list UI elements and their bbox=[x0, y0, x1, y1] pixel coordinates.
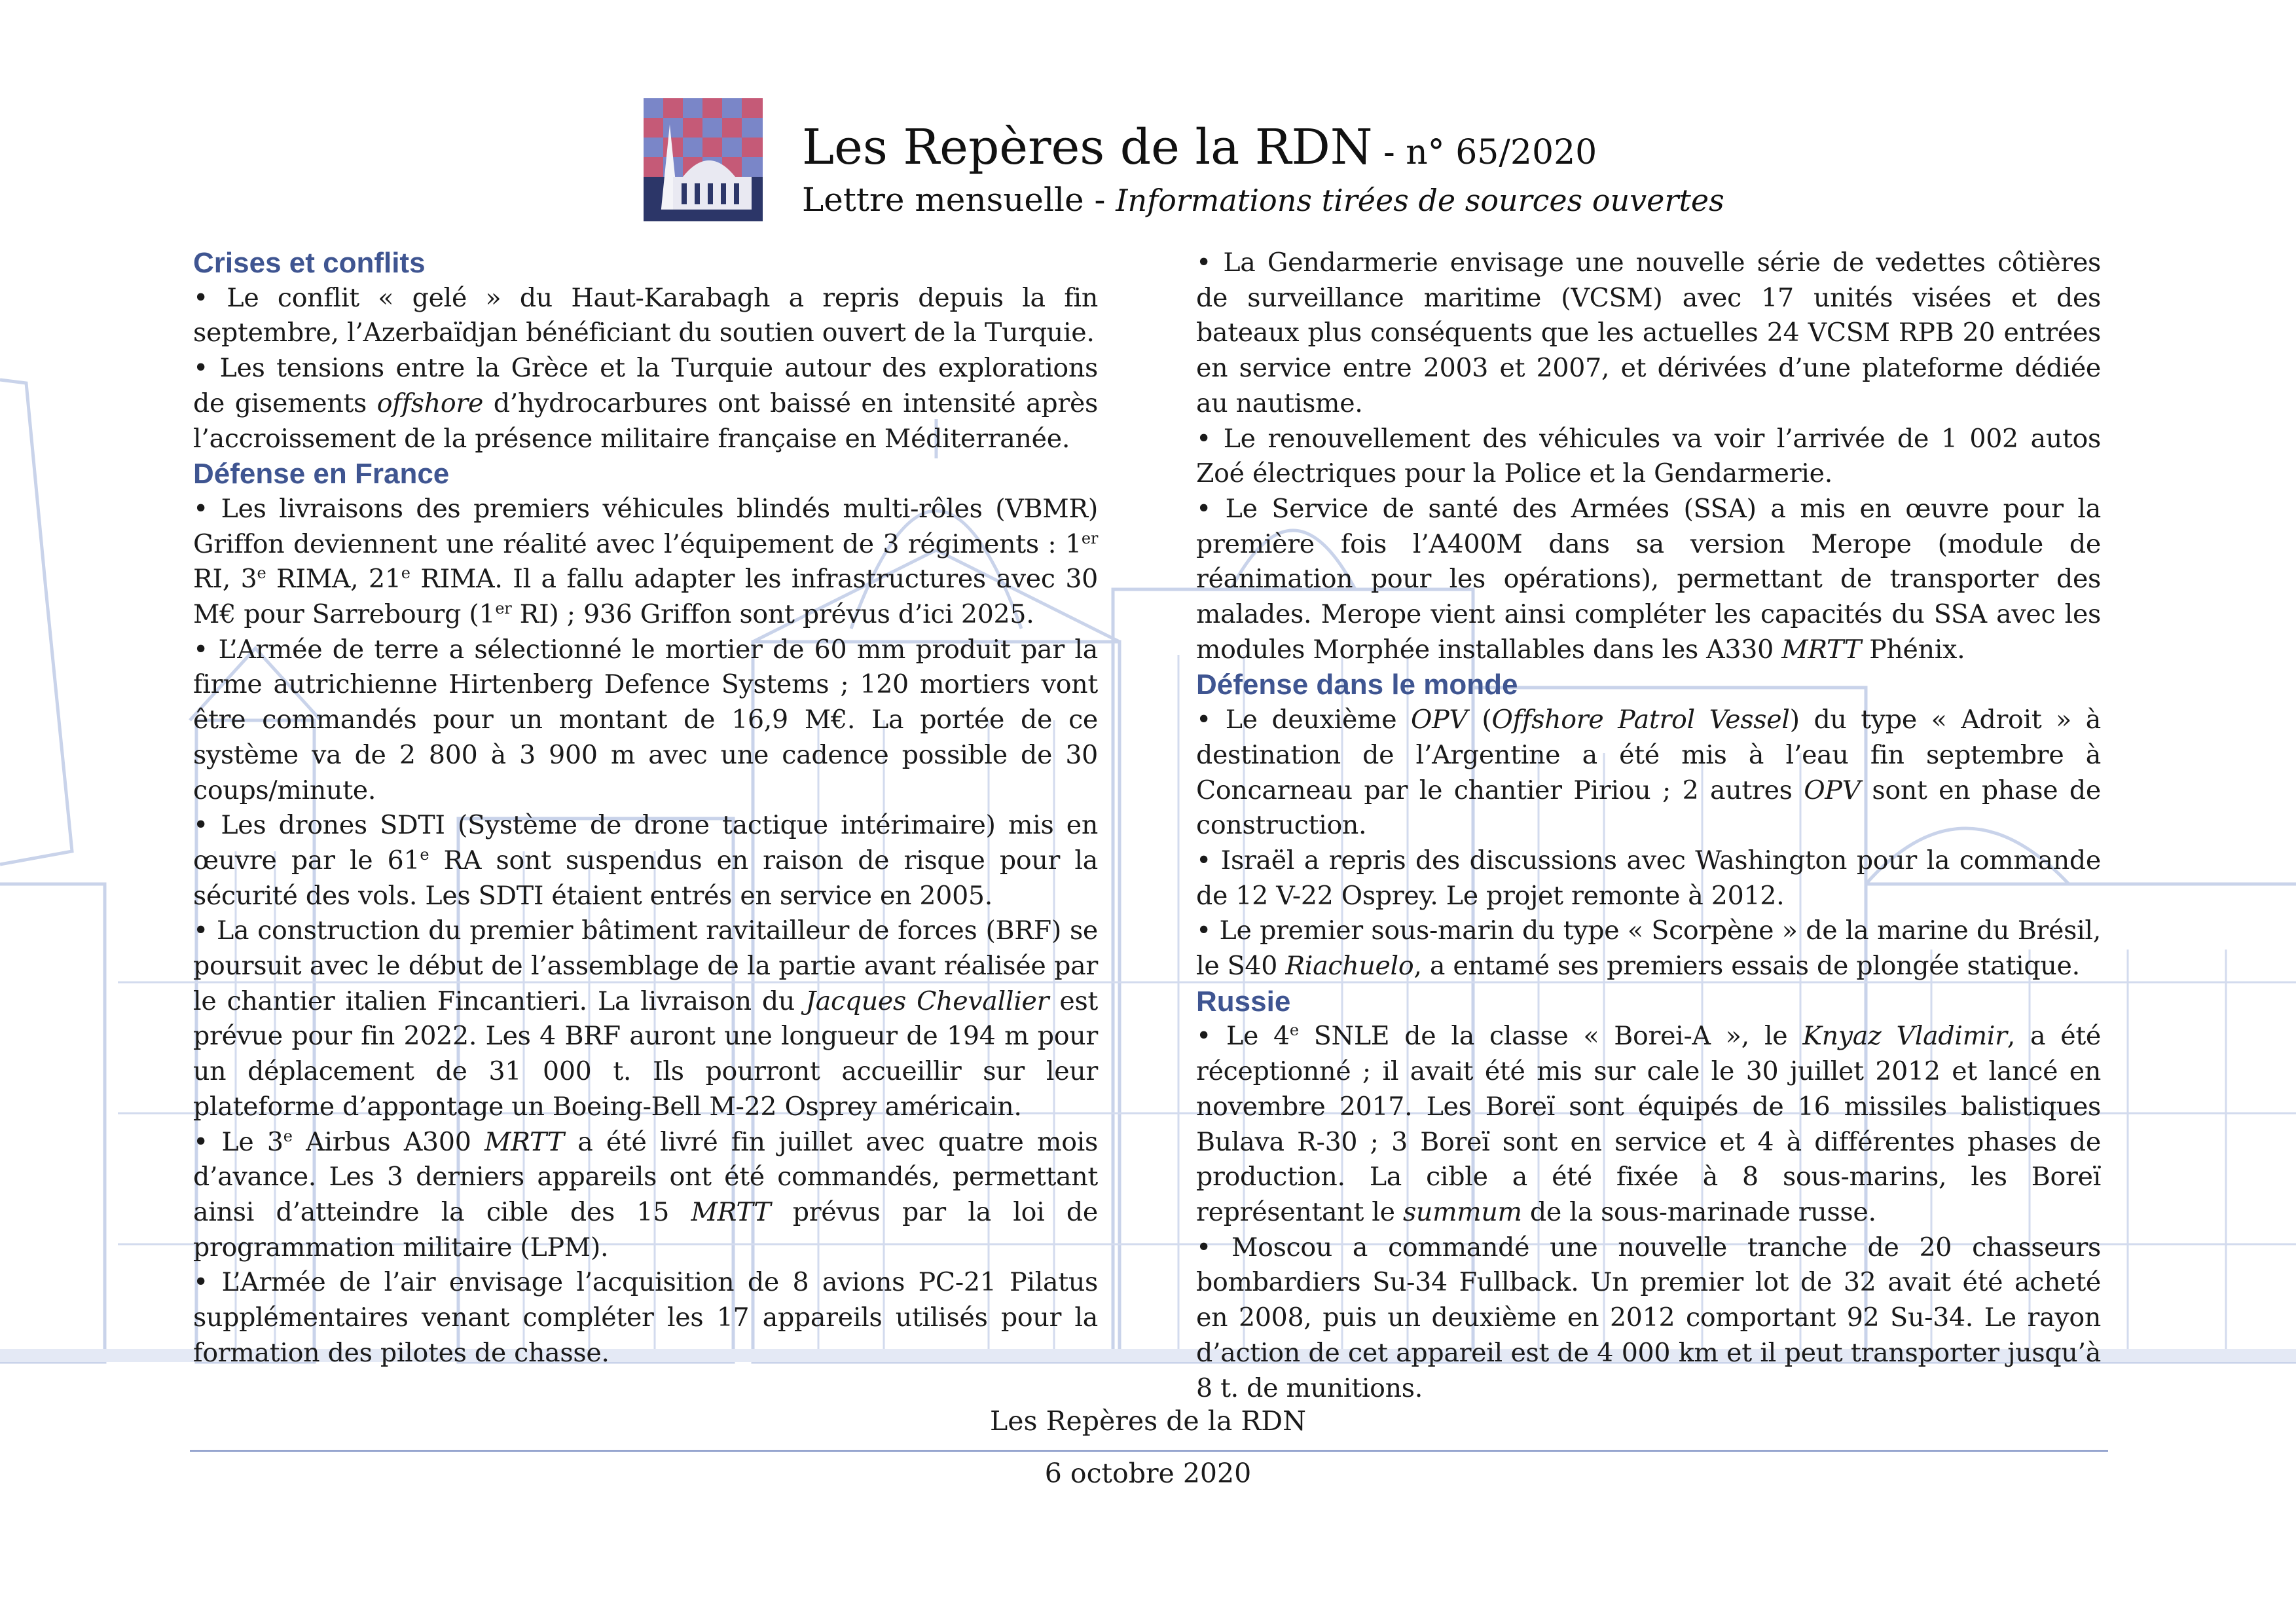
paragraph: • Le conflit « gelé » du Haut-Karabagh a repris depuis la fin septembre, l’Azerbaïdjan bénéficiant du soutien ouvert de la Turquie. bbox=[193, 282, 1098, 348]
title-text: Les Repères de la RDN bbox=[802, 119, 1373, 175]
rdn-logo bbox=[644, 98, 763, 221]
paragraph: • Le Service de santé des Armées (SSA) a mis en œuvre pour la première fois l’A400M dans sa version Merope (module de réanimation pour les opérations), permettant de transporter des malades. Merope vient ainsi compléter les capacités du SSA avec les modules Morphée installables dans les A330 MRTT Phénix. bbox=[1196, 493, 2101, 665]
section-heading-defense-france: Défense en France bbox=[193, 458, 450, 490]
paragraph: • Israël a repris des discussions avec Washington pour la commande de 12 V-22 Osprey. Le projet remonte à 2012. bbox=[1196, 845, 2101, 911]
paragraph: • Le premier sous-marin du type « Scorpène » de la marine du Brésil, le S40 Riachuelo, a entamé ses premiers essais de plongée statique. bbox=[1196, 915, 2101, 982]
footer-date: 6 octobre 2020 bbox=[1044, 1458, 1252, 1489]
footer-divider bbox=[190, 1450, 2108, 1452]
right-column bbox=[1196, 246, 2101, 1406]
paragraph: • L’Armée de terre a sélectionné le mortier de 60 mm produit par la firme autrichienne Hirtenberg Defence Systems ; 120 mortiers vont être commandés pour un montant de 16,9 M€. La portée de ce système va de 2 800 à 3 900 m avec une cadence possible de 30 coups/minute. bbox=[193, 634, 1098, 805]
paragraph: • Moscou a commandé une nouvelle tranche de 20 chasseurs bombardiers Su-34 Fullback. Un premier lot de 32 avait été acheté en 2008, puis un deuxième en 2012 comportant 92 Su-34. Le rayon d’action de cet appareil est de 4 000 km et il peut transporter jusqu’à 8 t. de munitions. bbox=[1196, 1232, 2101, 1403]
paragraph: • Le renouvellement des véhicules va voir l’arrivée de 1 002 autos Zoé électriques pour la Police et la Gendarmerie. bbox=[1196, 423, 2101, 489]
issue-number: - n° 65/2020 bbox=[1372, 133, 1597, 172]
paragraph: • Les livraisons des premiers véhicules blindés multi-rôles (VBMR) Griffon deviennent une réalité avec l’équipement de 3 régiments : 1er RI, 3e RIMA, 21e RIMA. Il a fallu adapter les infrastructures avec 30 M€ pour Sarrebourg (1er RI) ; 936 Griffon sont prévus d’ici 2025. bbox=[193, 493, 1099, 630]
paragraph: • La Gendarmerie envisage une nouvelle série de vedettes côtières de surveillance maritime (VCSM) avec 17 unités visées et des bateaux plus conséquents que les actuelles 24 VCSM RPB 20 entrées en service entre 2003 et 2007, et dérivées d’une plateforme dédiée au nautisme. bbox=[1196, 248, 2101, 418]
page-subtitle bbox=[802, 180, 1724, 220]
paragraph: • L’Armée de l’air envisage l’acquisition de 8 avions PC-21 Pilatus supplémentaires venant compléter les 17 appareils utilisés pour la formation des pilotes de chasse. bbox=[193, 1267, 1098, 1368]
paragraph: • Le 4e SNLE de la classe « Borei-A », le Knyaz Vladimir, a été réceptionné ; il avait été mis sur cale le 30 juillet 2012 et lancé en novembre 2017. Les Boreï sont équipés de 16 missiles balistiques Bulava R-30 ; 3 Boreï sont en service et 4 à différentes phases de production. La cible a été fixée à 8 sous-marins, les Boreï représentant le summum de la sous-marinade russe. bbox=[1196, 1021, 2101, 1227]
paragraph: • Les tensions entre la Grèce et la Turquie autour des explorations de gisements offshore d’hydrocarbures ont baissé en intensité après l’accroissement de la présence militaire française en Méditerranée. bbox=[193, 353, 1098, 454]
paragraph: • Le deuxième OPV (Offshore Patrol Vessel) du type « Adroit » à destination de l’Argentine a été mis à l’eau fin septembre à Concarneau par le chantier Piriou ; 2 autres OPV sont en phase de construction. bbox=[1196, 705, 2101, 841]
section-heading-crises: Crises et conflits bbox=[193, 247, 426, 279]
footer-title: Les Repères de la RDN bbox=[990, 1405, 1306, 1437]
section-heading-russie: Russie bbox=[1196, 985, 1291, 1018]
paragraph: • Les drones SDTI (Système de drone tactique intérimaire) mis en œuvre par le 61e RA sont suspendus en raison de risque pour la sécurité des vols. Les SDTI étaient entrés en service en 2005. bbox=[193, 810, 1098, 911]
section-heading-defense-monde: Défense dans le monde bbox=[1196, 669, 1518, 701]
paragraph: • Le 3e Airbus A300 MRTT a été livré fin juillet avec quatre mois d’avance. Les 3 derniers appareils ont été commandés, permettant ainsi d’atteindre la cible des 15 MRTT prévus par la loi de programmation militaire (LPM). bbox=[193, 1126, 1098, 1263]
left-column bbox=[193, 246, 1098, 1371]
paragraph: • La construction du premier bâtiment ravitailleur de forces (BRF) se poursuit avec le début de l’assemblage de la partie avant réalisée par le chantier italien Fincantieri. La livraison du Jacques Chevallier est prévue pour fin 2022. Les 4 BRF auront une longueur de 194 m pour un déplacement de 31 000 t. Ils pourront accueillir sur leur plateforme d’appontage un Boeing-Bell M-22 Osprey américain. bbox=[193, 915, 1098, 1122]
subtitle-italic: Informations tirées de sources ouvertes bbox=[1116, 183, 1724, 218]
subtitle-prefix: Lettre mensuelle - bbox=[802, 181, 1116, 219]
page-title bbox=[802, 118, 1597, 182]
